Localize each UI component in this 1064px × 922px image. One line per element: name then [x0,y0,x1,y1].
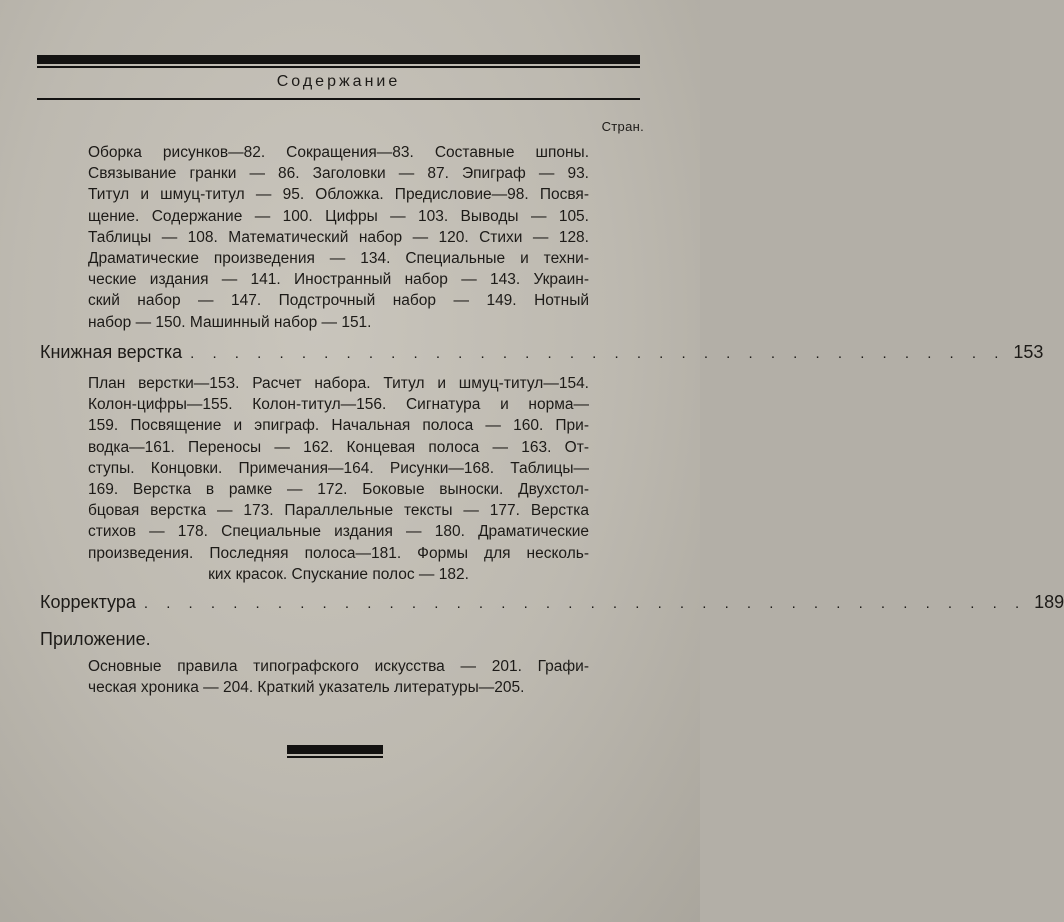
text-line: Таблицы — 108. Математический набор — 120. Стихи — 128. [88,228,589,246]
section-title: Корректура [40,592,136,612]
text-line: ких красок. Спускание полос — 182. [208,565,469,583]
text-line: ступы. Концовки. Примечания—164. Рисунки—168. Таблицы— [88,459,589,477]
text-line: щение. Содержание — 100. Цифры — 103. Выводы — 105. [88,207,589,225]
text-line: Колон-цифры—155. Колон-титул—156. Сигнатура и норма— [88,396,589,414]
text-line: Связывание гранки — 86. Заголовки — 87. Эпиграф — 93. [88,165,589,183]
header-thin-rule-bottom [37,98,640,100]
text-line: 159. Посвящение и эпиграф. Начальная полоса — 160. При- [88,417,589,435]
page-number: 189 [1034,592,1064,612]
header-thin-rule-top [37,66,640,68]
page-title: Содержание [276,73,401,90]
text-line: стихов — 178. Специальные издания — 180. Драматические [88,523,589,541]
section-title: Книжная верстка [40,342,183,362]
text-line: Оборка рисунков—82. Сокращения—83. Составные шпоны. [88,144,589,161]
text-line: ческая хроника — 204. Краткий указатель литературы—205. [88,679,525,697]
intro-paragraph [88,142,589,333]
appendix-title: Приложение. [40,629,151,649]
pages-column-label: Стран. [601,119,644,134]
dot-leader: . . . . . . . . . . . . . . . . . . . . . . . . . . . . . . . . . . . . . [190,345,1006,362]
appendix-paragraph [88,656,589,698]
header-thick-rule [37,55,640,64]
text-line: Основные правила типографского искусства — 201. Графи- [88,658,589,675]
text-line: набор — 150. Машинный набор — 151. [88,313,372,331]
text-line: Драматические произведения — 134. Специальные и техни- [88,250,589,268]
text-line: бцовая верстка — 173. Параллельные тексты — 177. Верстка [88,502,589,520]
text-line: План верстки—153. Расчет набора. Титул и шмуц-титул—154. [88,375,589,392]
text-line: произведения. Последняя полоса—181. Формы для несколь- [88,544,589,562]
text-line: ский набор — 147. Подстрочный набор — 149. Нотный [88,292,589,310]
text-line: водка—161. Переносы — 162. Концевая полоса — 163. От- [88,438,589,456]
end-ornament-bar [287,745,383,754]
toc-entry-book-layout[interactable] [40,342,1044,368]
text-line: 169. Верстка в рамке — 172. Боковые выноски. Двухстол- [88,481,589,499]
page-number: 153 [1013,342,1044,362]
text-line: ческие издания — 141. Иностранный набор — 143. Украин- [88,271,589,289]
book-layout-paragraph [88,373,589,585]
dot-leader: . . . . . . . . . . . . . . . . . . . . . . . . . . . . . . . . . . . . . . . . [143,595,1027,612]
text-line: Титул и шмуц-титул — 95. Обложка. Предисловие—98. Посвя- [88,186,589,204]
toc-entry-proofreading[interactable] [40,592,1064,618]
end-ornament-line [287,756,383,758]
